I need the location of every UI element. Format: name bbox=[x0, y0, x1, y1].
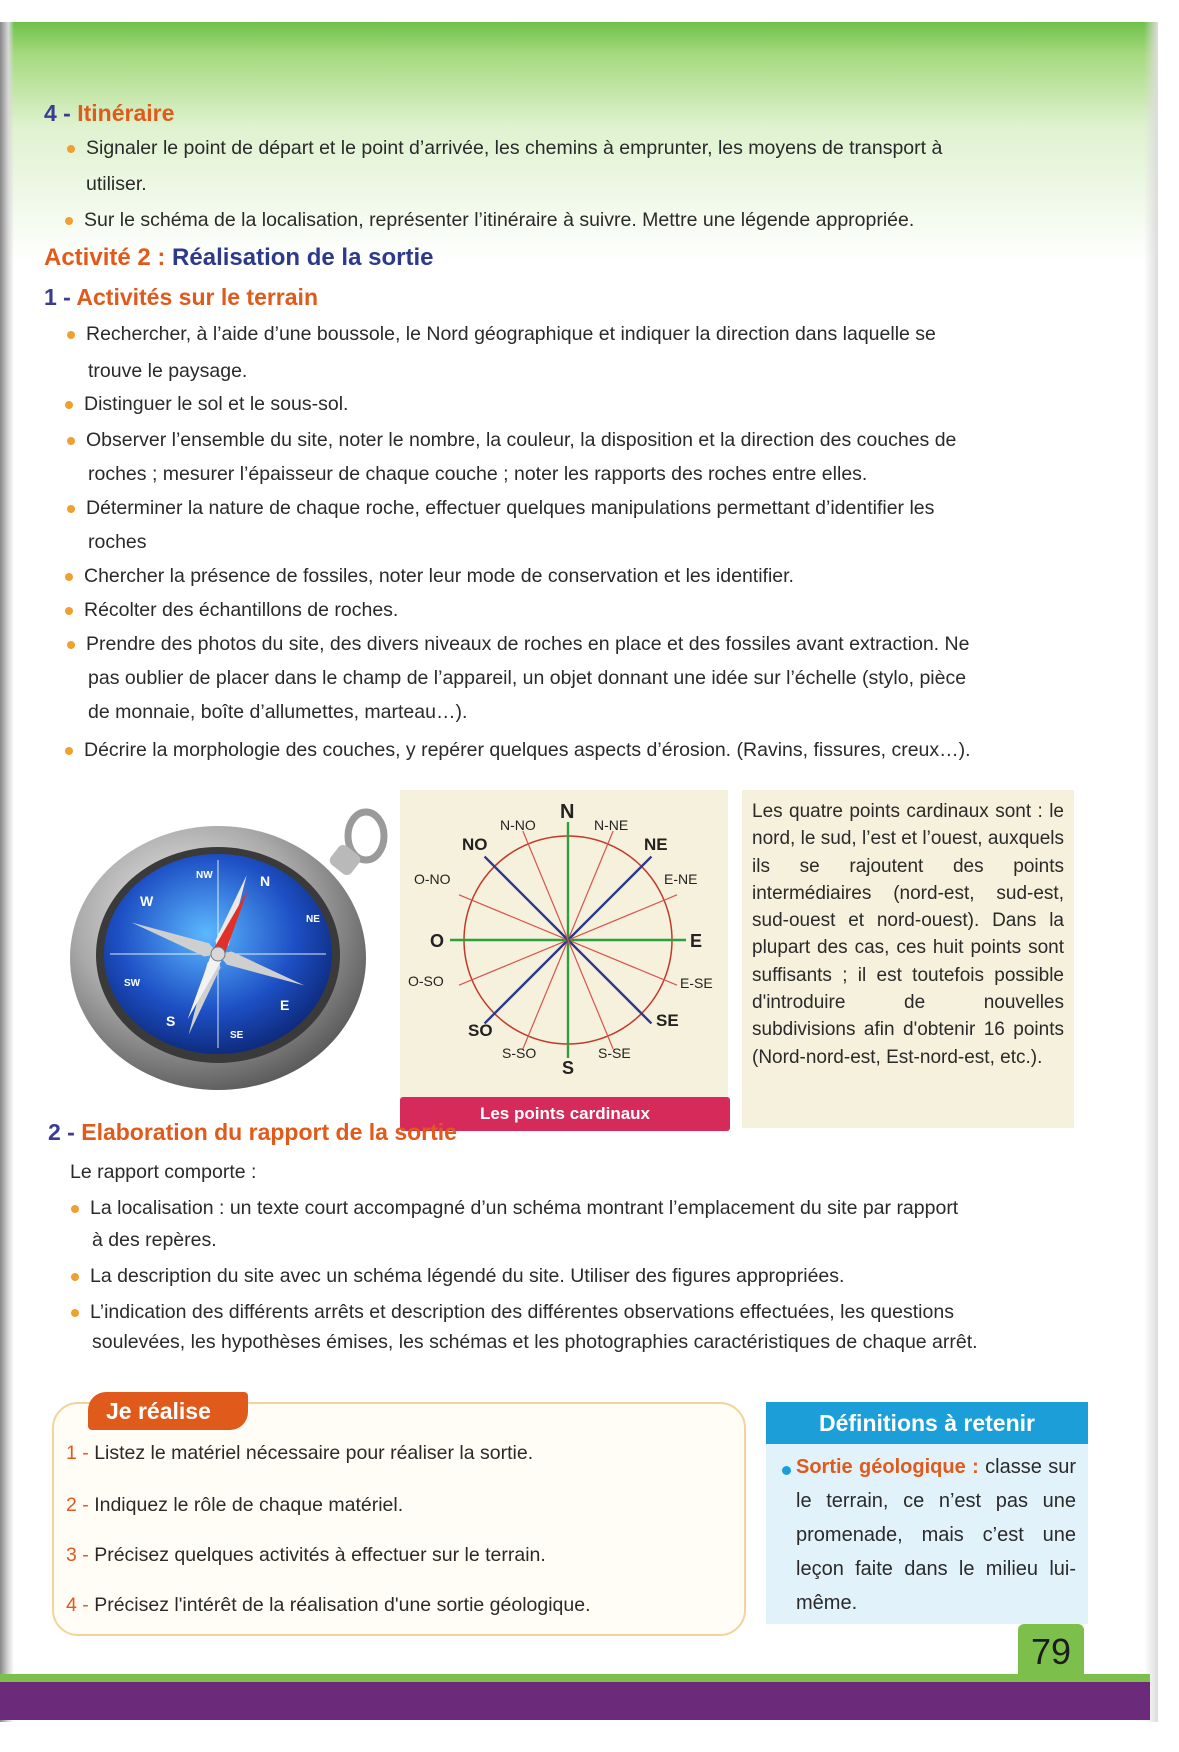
list-item-continuation: soulevées, les hypothèses émises, les schémas et les photographies caractéristiques de chaque arrêt. bbox=[92, 1331, 978, 1353]
exercise-number: 2 - bbox=[66, 1494, 89, 1516]
je-realise-tag: Je réalise bbox=[88, 1392, 248, 1430]
list-item-text: Récolter des échantillons de roches. bbox=[84, 599, 399, 621]
binding-shadow bbox=[0, 22, 14, 1722]
exercise-item bbox=[66, 1594, 591, 1617]
bullet-dot-icon bbox=[65, 217, 73, 225]
label-ne: NE bbox=[644, 835, 668, 854]
sub1-heading bbox=[44, 284, 318, 311]
label-sse: S-SE bbox=[598, 1045, 631, 1061]
list-item-continuation: de monnaie, boîte d’allumettes, marteau…). bbox=[88, 701, 468, 723]
bullet-dot-icon bbox=[67, 145, 75, 153]
exercise-number: 1 - bbox=[66, 1442, 89, 1464]
label-no: NO bbox=[462, 835, 488, 854]
label-n: N bbox=[560, 801, 575, 823]
compass-label-w: W bbox=[140, 893, 154, 909]
sub1-number: 1 - bbox=[44, 284, 71, 310]
label-e: E bbox=[690, 931, 703, 951]
wind-rose-diagram bbox=[400, 790, 728, 1112]
sub2-intro: Le rapport comporte : bbox=[70, 1161, 257, 1183]
list-item bbox=[90, 1192, 958, 1225]
list-item-text: Observer l’ensemble du site, noter le nombre, la couleur, la disposition et la direction des couches de bbox=[86, 429, 957, 451]
label-ese: E-SE bbox=[680, 975, 713, 991]
label-nne: N-NE bbox=[594, 817, 629, 833]
label-nno: N-NO bbox=[500, 817, 536, 833]
exercise-text: Précisez l'intérêt de la réalisation d'une sortie géologique. bbox=[94, 1594, 591, 1616]
label-se: SE bbox=[656, 1011, 679, 1030]
bullet-dot-icon bbox=[67, 641, 75, 649]
bullet-dot-icon bbox=[71, 1309, 79, 1317]
label-so: SO bbox=[468, 1021, 493, 1040]
compass-illustration bbox=[70, 790, 390, 1100]
bullet-dot-icon bbox=[67, 505, 75, 513]
compass-label-se: SE bbox=[230, 1030, 244, 1041]
label-ono: O-NO bbox=[414, 871, 451, 887]
list-item bbox=[86, 132, 942, 165]
definition-text bbox=[796, 1450, 1076, 1620]
list-item-text: Signaler le point de départ et le point d’arrivée, les chemins à emprunter, les moyens de transport à bbox=[86, 137, 943, 159]
exercise-number: 4 - bbox=[66, 1594, 89, 1616]
compass-label-sw: SW bbox=[124, 978, 141, 989]
cardinal-points-diagram bbox=[400, 790, 728, 1112]
definition-bullet-icon bbox=[782, 1466, 791, 1475]
list-item-text: Distinguer le sol et le sous-sol. bbox=[84, 393, 349, 415]
page-number: 79 bbox=[1018, 1624, 1084, 1680]
list-item-text: Décrire la morphologie des couches, y repérer quelques aspects d’érosion. (Ravins, fissures, creux…). bbox=[84, 739, 971, 761]
list-item bbox=[84, 388, 348, 421]
list-item bbox=[84, 734, 971, 767]
exercise-text: Indiquez le rôle de chaque matériel. bbox=[94, 1494, 404, 1516]
bullet-dot-icon bbox=[65, 607, 73, 615]
compass-label-ne: NE bbox=[306, 914, 320, 925]
label-sso: S-SO bbox=[502, 1045, 537, 1061]
activity2-title: Réalisation de la sortie bbox=[172, 244, 434, 271]
label-o: O bbox=[430, 931, 445, 951]
label-oso: O-SO bbox=[408, 973, 444, 989]
section4-number: 4 - bbox=[44, 100, 71, 126]
list-item-text: Rechercher, à l’aide d’une boussole, le Nord géographique et indiquer la direction dans laquelle se bbox=[86, 323, 936, 345]
page-edge bbox=[1144, 22, 1158, 1722]
compass-label-e: E bbox=[280, 997, 290, 1013]
bullet-dot-icon bbox=[67, 437, 75, 445]
footer-green-strip bbox=[0, 1674, 1150, 1682]
list-item-text: L’indication des différents arrêts et description des différentes observations effectuées, les questions bbox=[90, 1301, 954, 1323]
bullet-dot-icon bbox=[71, 1273, 79, 1281]
diagram-caption: Les points cardinaux bbox=[400, 1097, 730, 1131]
bullet-dot-icon bbox=[67, 331, 75, 339]
list-item bbox=[90, 1296, 954, 1329]
list-item-text: La description du site avec un schéma légendé du site. Utiliser des figures appropriées. bbox=[90, 1265, 845, 1287]
exercise-text: Précisez quelques activités à effectuer sur le terrain. bbox=[94, 1544, 546, 1566]
definitions-title: Définitions à retenir bbox=[766, 1402, 1088, 1444]
list-item bbox=[86, 318, 936, 351]
compass-label-s: S bbox=[166, 1013, 176, 1029]
sub2-heading bbox=[48, 1119, 457, 1146]
list-item bbox=[84, 560, 794, 593]
label-ene: E-NE bbox=[664, 871, 698, 887]
list-item bbox=[86, 424, 956, 457]
activity2-heading bbox=[44, 244, 433, 272]
list-item-continuation: trouve le paysage. bbox=[88, 360, 248, 382]
bullet-dot-icon bbox=[65, 573, 73, 581]
sub2-title: Elaboration du rapport de la sortie bbox=[81, 1119, 457, 1145]
exercise-text: Listez le matériel nécessaire pour réaliser la sortie. bbox=[94, 1442, 534, 1464]
label-s: S bbox=[562, 1058, 575, 1078]
exercise-item bbox=[66, 1544, 546, 1567]
list-item-continuation: à des repères. bbox=[92, 1229, 217, 1251]
compass-icon bbox=[70, 790, 390, 1100]
list-item-text: Prendre des photos du site, des divers niveaux de roches en place et des fossiles avant extraction. Ne bbox=[86, 633, 970, 655]
cardinal-points-text: Les quatre points cardinaux sont : le nord, le sud, l’est et l’ouest, auxquels ils se rajoutent des points intermédiaires (nord-est, sud-est, sud-ouest et nord-ouest). Dans la plupart des cas, ces huit points sont suffisants ; il est toutefois possible d'introduire de nouvelles subdivisions afin d'obtenir 16 points (Nord-nord-est, Est-nord-est, etc.). bbox=[742, 790, 1074, 1128]
list-item-text: La localisation : un texte court accompagné d’un schéma montrant l’emplacement du site par rapport bbox=[90, 1197, 959, 1219]
exercise-number: 3 - bbox=[66, 1544, 89, 1566]
bullet-dot-icon bbox=[71, 1205, 79, 1213]
exercise-item bbox=[66, 1442, 533, 1465]
list-item bbox=[84, 204, 914, 237]
bullet-dot-icon bbox=[65, 401, 73, 409]
activity2-label: Activité 2 : bbox=[44, 244, 166, 271]
list-item bbox=[90, 1260, 844, 1293]
sub2-number: 2 - bbox=[48, 1119, 75, 1145]
list-item-text: Déterminer la nature de chaque roche, effectuer quelques manipulations permettant d’identifier les bbox=[86, 497, 935, 519]
section4-title: Itinéraire bbox=[77, 100, 175, 126]
exercise-item bbox=[66, 1494, 403, 1517]
bullet-dot-icon bbox=[65, 747, 73, 755]
list-item-continuation: roches ; mesurer l’épaisseur de chaque couche ; noter les rapports des roches entre elles. bbox=[88, 463, 868, 485]
list-item-continuation: utiliser. bbox=[86, 173, 147, 195]
list-item bbox=[86, 492, 934, 525]
definition-term: Sortie géologique : bbox=[796, 1456, 979, 1478]
section4-heading bbox=[44, 100, 174, 127]
list-item-text: Chercher la présence de fossiles, noter leur mode de conservation et les identifier. bbox=[84, 565, 794, 587]
sub1-title: Activités sur le terrain bbox=[76, 284, 318, 310]
list-item-text: Sur le schéma de la localisation, représenter l’itinéraire à suivre. Mettre une légende appropriée. bbox=[84, 209, 915, 231]
compass-label-nw: NW bbox=[196, 870, 213, 881]
list-item-continuation: pas oublier de placer dans le champ de l’appareil, un objet donnant une idée sur l’échelle (stylo, pièce bbox=[88, 667, 967, 689]
footer-bar bbox=[0, 1682, 1150, 1720]
textbook-page bbox=[0, 22, 1158, 1722]
list-item bbox=[84, 594, 398, 627]
compass-label-n: N bbox=[260, 873, 271, 889]
definition-body: classe sur le terrain, ce n’est pas une promenade, mais c’est une leçon faite dans le milieu lui-même. bbox=[796, 1456, 1077, 1614]
list-item bbox=[86, 628, 969, 661]
list-item-continuation: roches bbox=[88, 531, 147, 553]
